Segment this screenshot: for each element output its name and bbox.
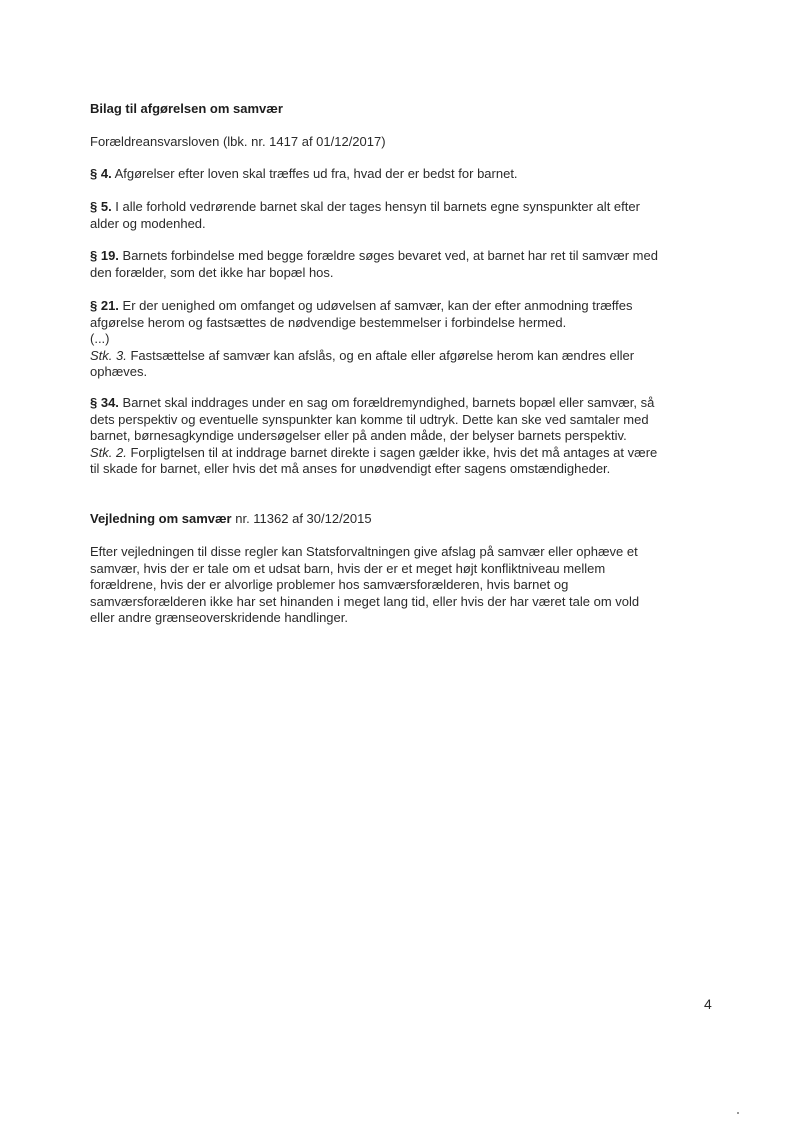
stk-label: Stk. 3. — [90, 347, 127, 363]
section-number: § 19. — [90, 248, 119, 263]
section-number: § 21. — [90, 298, 119, 313]
attachment-heading: Bilag til afgørelsen om samvær — [90, 101, 283, 116]
section-number: § 4. — [90, 166, 112, 181]
section-19: § 19. Barnets forbindelse med begge forældre søges bevaret ved, at barnet har ret til samvær med den forælder, som det ikke har bopæl hos. — [90, 248, 658, 280]
section-number: § 34. — [90, 395, 119, 410]
section-5: § 5. I alle forhold vedrørende barnet skal der tages hensyn til barnets egne synspunkter alt efter alder og modenhed. — [90, 199, 640, 231]
section-34: § 34. Barnet skal inddrages under en sag om forældremyndighed, barnets bopæl eller samvær, så dets perspektiv og eventuelle synspunkter kan komme til udtryk. Dette kan ske ved samtaler med barnet, børnesagkyndige undersøgelser eller på anden måde, der belyser barnets perspektiv. Stk. 2. Forpligtelsen til at inddrage barnet direkte i sagen gælder ikke, hvis det må antages at være til skade for barnet, eller hvis det må anses for unødvendigt efter sagens omstændigheder. — [90, 395, 658, 476]
stk-label: Stk. 2. — [90, 444, 127, 460]
guidance-paragraph: Efter vejledningen til disse regler kan Statsforvaltningen give afslag på samvær eller ophæve et samvær, hvis der er tale om et udsat barn, hvis der er et meget højt konfliktniveau mellem forældrene, hvis der er alvorlige problemer hos samværsforælderen, hvis barnet og samværsforælderen ikke har set hinanden i meget lang tid, eller hvis der har været tale om vold eller andre grænseoverskridende handlinger. — [90, 544, 640, 625]
law-reference: Forældreansvarsloven (lbk. nr. 1417 af 01/12/2017) — [90, 134, 386, 149]
guidance-heading: Vejledning om samvær nr. 11362 af 30/12/2015 — [90, 511, 372, 526]
ellipsis: (...) — [90, 331, 110, 346]
page-number: 4 — [704, 996, 712, 1012]
scan-speck — [737, 1112, 739, 1114]
section-4: § 4. Afgørelser efter loven skal træffes ud fra, hvad der er bedst for barnet. — [90, 166, 518, 181]
section-21: § 21. Er der uenighed om omfanget og udøvelsen af samvær, kan der efter anmodning træffes afgørelse herom og fastsættes de nødvendige bestemmelser i forbindelse hermed. (...) Stk. 3. Fastsættelse af samvær kan afslås, og en aftale eller afgørelse herom kan ændres eller ophæves. — [90, 298, 710, 381]
section-number: § 5. — [90, 199, 112, 214]
